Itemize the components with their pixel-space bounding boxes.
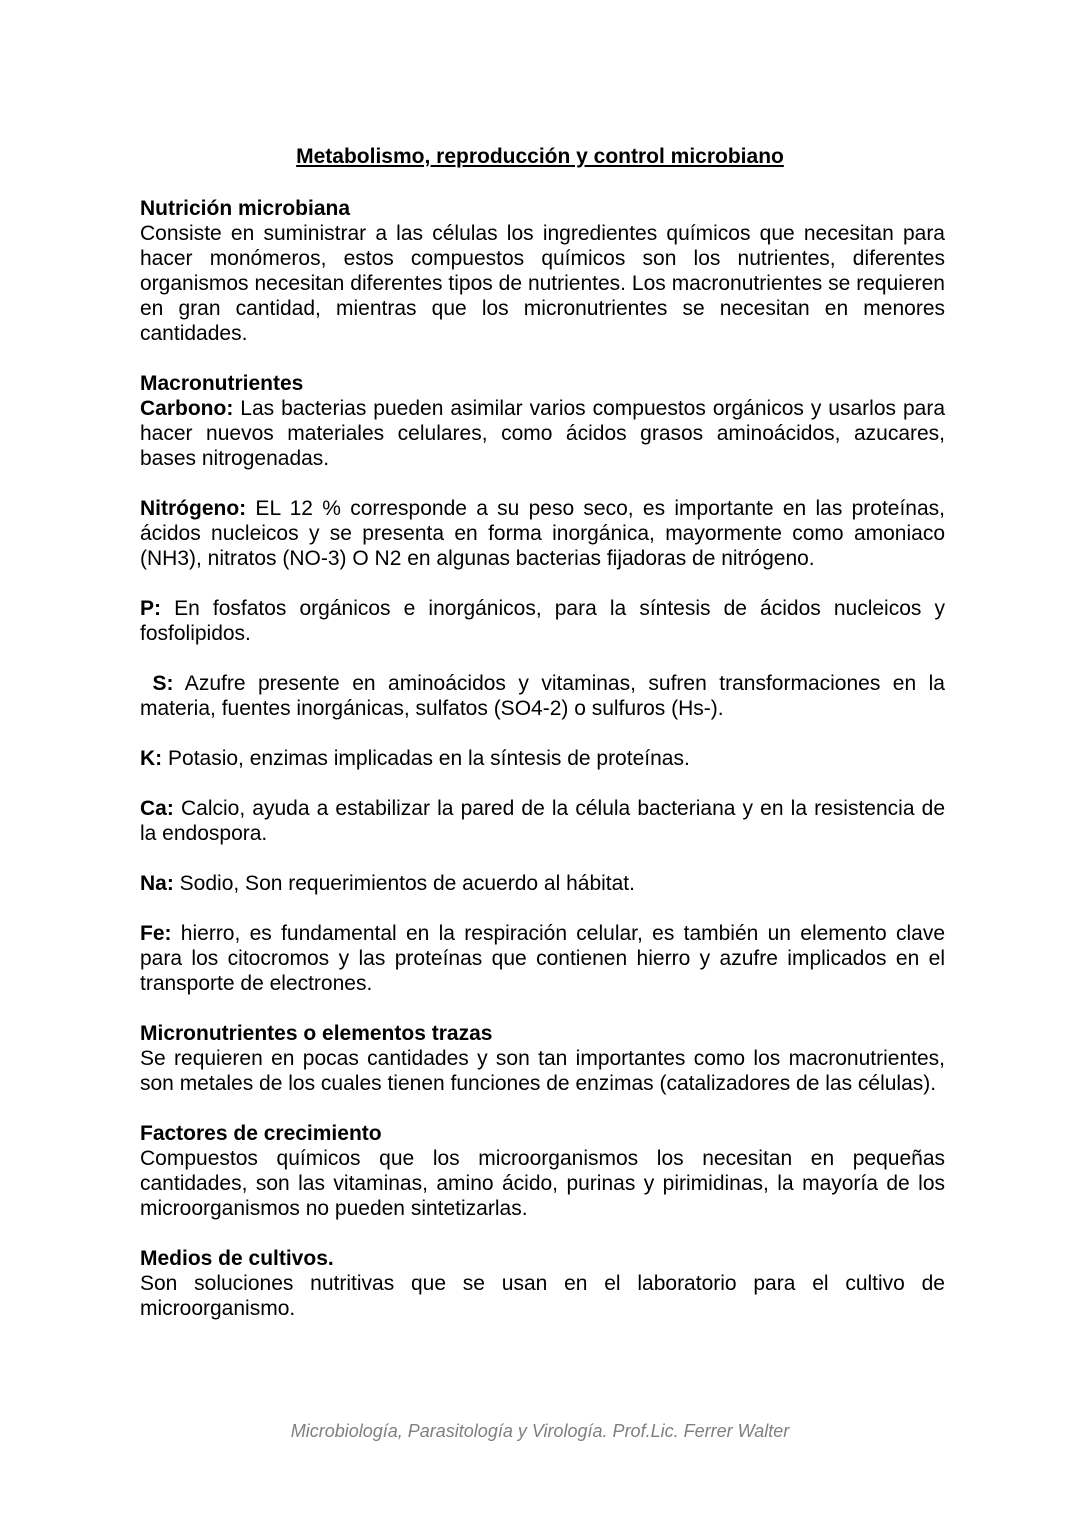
section-paragraph: Consiste en suministrar a las células los ingredientes químicos que necesitan para hacer monómeros, estos compuestos químicos son los nutrientes, diferentes organismos necesitan diferentes tipos de nutrientes. Los macronutrientes se requieren en gran cantidad, mientras que los micronutrientes se necesitan en menores cantidades. [140, 222, 945, 345]
section-nutricion [140, 196, 945, 346]
section-paragraph: Compuestos químicos que los microorganismos los necesitan en pequeñas cantidades, son las vitaminas, amino ácido, purinas y pirimidinas, la mayoría de los microorganismos no pueden sintetizarlas. [140, 1147, 945, 1220]
section-heading: Medios de cultivos. [140, 1247, 334, 1270]
section-paragraph: Se requieren en pocas cantidades y son tan importantes como los macronutrientes, son metales de los cuales tienen funciones de enzimas (catalizadores de las células). [140, 1047, 945, 1095]
document-body [140, 196, 945, 1346]
section-sodio [140, 871, 945, 896]
section-potasio [140, 746, 945, 771]
potasio-paragraph [140, 746, 945, 771]
fosforo-label: P: [140, 597, 161, 620]
section-nitrogeno [140, 496, 945, 571]
section-paragraph: Son soluciones nutritivas que se usan en el laboratorio para el cultivo de microorganismo. [140, 1272, 945, 1320]
section-calcio [140, 796, 945, 846]
fosforo-text: En fosfatos orgánicos e inorgánicos, para la síntesis de ácidos nucleicos y fosfolipidos. [140, 597, 945, 645]
section-heading: Factores de crecimiento [140, 1122, 382, 1145]
section-micronutrientes [140, 1021, 945, 1096]
azufre-label: S: [152, 672, 174, 695]
calcio-paragraph [140, 796, 945, 846]
section-fosforo [140, 596, 945, 646]
section-heading: Micronutrientes o elementos trazas [140, 1022, 493, 1045]
section-medios [140, 1246, 945, 1321]
azufre-paragraph [140, 671, 945, 721]
calcio-label: Ca: [140, 797, 174, 820]
section-macronutrientes [140, 371, 945, 471]
hierro-label: Fe: [140, 922, 172, 945]
potasio-text: Potasio, enzimas implicadas en la síntesis de proteínas. [162, 747, 690, 770]
azufre-text: Azufre presente en aminoácidos y vitaminas, sufren transformaciones en la materia, fuentes inorgánicas, sulfatos (SO4-2) o sulfuros (Hs-). [140, 672, 945, 720]
sodio-text: Sodio, Son requerimientos de acuerdo al hábitat. [173, 872, 635, 895]
page-footer: Microbiología, Parasitología y Virología. Prof.Lic. Ferrer Walter [290, 1421, 790, 1441]
carbono-text: Las bacterias pueden asimilar varios compuestos orgánicos y usarlos para hacer nuevos materiales celulares, como ácidos grasos aminoácidos, azucares, bases nitrogenadas. [140, 397, 945, 470]
section-hierro [140, 921, 945, 996]
section-factores [140, 1121, 945, 1221]
nitrogeno-text: EL 12 % corresponde a su peso seco, es importante en las proteínas, ácidos nucleicos y se presenta en forma inorgánica, mayormente como amoniaco (NH3), nitratos (NO-3) O N2 en algunas bacterias fijadoras de nitrógeno. [140, 497, 945, 570]
hierro-paragraph [140, 921, 945, 996]
fosforo-paragraph [140, 596, 945, 646]
section-heading: Macronutrientes [140, 372, 304, 395]
potasio-label: K: [140, 747, 163, 770]
nitrogeno-paragraph [140, 496, 945, 571]
calcio-text: Calcio, ayuda a estabilizar la pared de la célula bacteriana y en la resistencia de la endospora. [140, 797, 945, 845]
hierro-text: hierro, es fundamental en la respiración celular, es también un elemento clave para los citocromos y las proteínas que contienen hierro y azufre implicados en el transporte de electrones. [140, 922, 945, 995]
document-title: Metabolismo, reproducción y control microbiano [296, 145, 784, 168]
sodio-label: Na: [140, 872, 174, 895]
carbono-label: Carbono: [140, 397, 234, 420]
section-heading: Nutrición microbiana [140, 197, 351, 220]
carbono-paragraph [140, 396, 945, 471]
sodio-paragraph [140, 871, 945, 896]
section-azufre [140, 671, 945, 721]
nitrogeno-label: Nitrógeno: [140, 497, 247, 520]
